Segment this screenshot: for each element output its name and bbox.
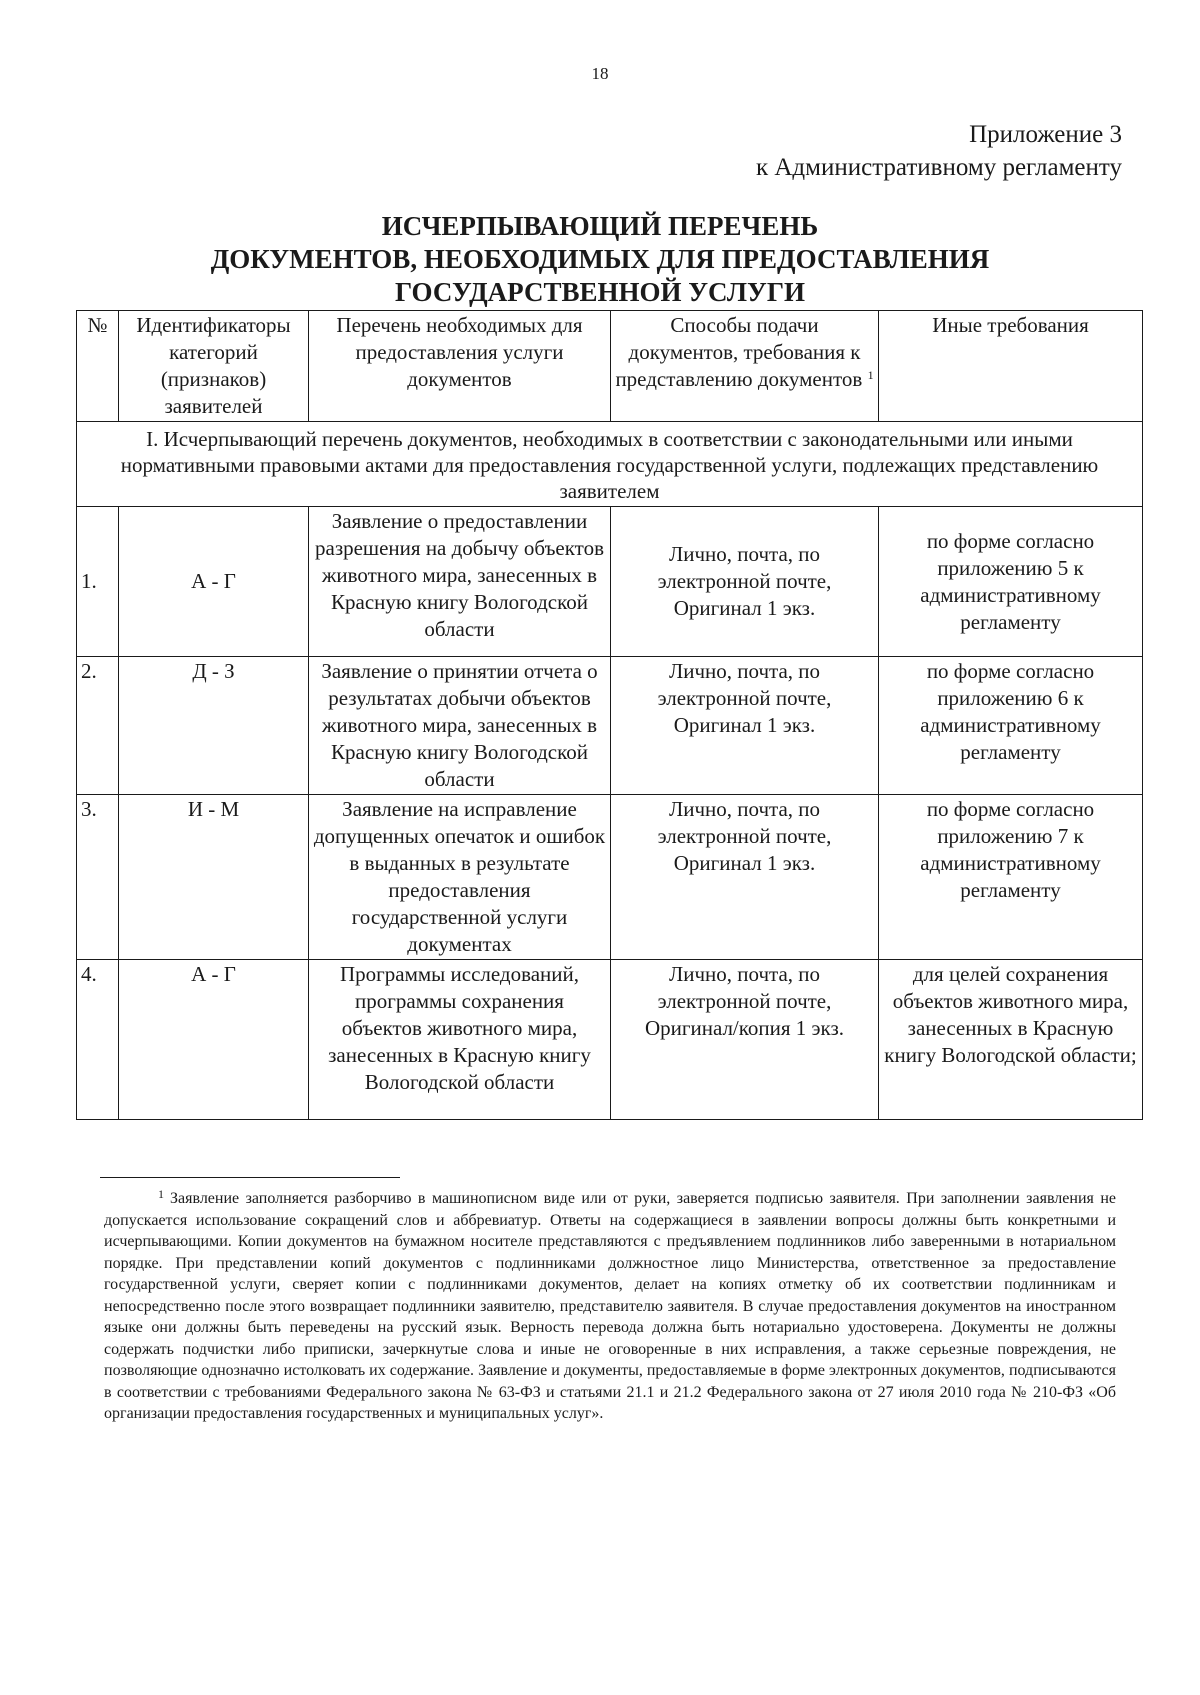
cell-document: Заявление на исправление допущенных опечаток и ошибок в выданных в результате предоставления государственной услуги документах bbox=[309, 795, 611, 960]
cell-other: по форме согласно приложению 6 к административному регламенту bbox=[879, 657, 1143, 795]
cell-other: для целей сохранения объектов животного мира, занесенных в Красную книгу Вологодской области; bbox=[879, 960, 1143, 1120]
footnote-text: Заявление заполняется разборчиво в машинописном виде или от руки, заверяется подписью заявителя. При заполнении заявления не допускается использование сокращений слов и аббревиатур. Ответы на содержащиеся в заявлении вопросы должны быть конкретными и исчерпывающими. Копии документов на бумажном носителе представляются с предъявлением подлинников либо заверенными в нотариальном порядке. При представлении копий документов с подлинниками должностное лицо Министерства, ответственное за предоставление государственной услуги, сверяет копии с подлинниками документов, делает на копиях отметку об их соответствии подлинникам и непосредственно после этого возвращает подлинники заявителю, представителю заявителя. В случае предоставления документов на иностранном языке они должны быть переведены на русский язык. Верность перевода должна быть нотариально удостоверена. Документы не должны содержать подчистки либо приписки, зачеркнутые слова и иные не оговоренные в них исправления, а также серьезные повреждения, не позволяющие однозначно истолковать их содержание. Заявление и документы, предоставляемые в форме электронных документов, подписываются в соответствии с требованиями Федерального закона № 63-ФЗ и статьями 21.1 и 21.2 Федерального закона от 27 июля 2010 года № 210-ФЗ «Об организации предоставления государственных и муниципальных услуг». bbox=[104, 1190, 1116, 1422]
cell-method: Лично, почта, по электронной почте, Оригинал 1 экз. bbox=[611, 507, 879, 657]
section-row bbox=[77, 422, 1143, 507]
header-documents: Перечень необходимых для предоставления услуги документов bbox=[309, 311, 611, 422]
header-identifiers: Идентификаторы категорий (признаков) заявителей bbox=[119, 311, 309, 422]
footnote bbox=[104, 1188, 1116, 1425]
cell-method: Лично, почта, по электронной почте, Оригинал/копия 1 экз. bbox=[611, 960, 879, 1120]
appendix-line-1: Приложение 3 bbox=[969, 121, 1122, 148]
title-line-2: ДОКУМЕНТОВ, НЕОБХОДИМЫХ ДЛЯ ПРЕДОСТАВЛЕНИЯ bbox=[210, 244, 990, 274]
table-row bbox=[77, 507, 1143, 657]
cell-category: И - М bbox=[119, 795, 309, 960]
header-other: Иные требования bbox=[879, 311, 1143, 422]
cell-method: Лично, почта, по электронной почте, Оригинал 1 экз. bbox=[611, 795, 879, 960]
cell-document: Заявление о предоставлении разрешения на добычу объектов животного мира, занесенных в Красную книгу Вологодской области bbox=[309, 507, 611, 657]
footnote-reference: 1 bbox=[867, 368, 874, 382]
header-methods-text: Способы подачи документов, требования к представлению документов bbox=[615, 313, 863, 391]
cell-category: А - Г bbox=[119, 507, 309, 657]
cell-category: А - Г bbox=[119, 960, 309, 1120]
cell-num: 3. bbox=[77, 795, 119, 960]
header-num: № bbox=[77, 311, 119, 422]
table-row bbox=[77, 657, 1143, 795]
table-row bbox=[77, 960, 1143, 1120]
cell-num: 1. bbox=[77, 507, 119, 657]
appendix-reference bbox=[756, 118, 1122, 184]
title-line-3: ГОСУДАРСТВЕННОЙ УСЛУГИ bbox=[395, 277, 805, 307]
cell-other: по форме согласно приложению 5 к административному регламенту bbox=[879, 507, 1143, 657]
documents-table bbox=[76, 310, 1143, 1120]
cell-category: Д - З bbox=[119, 657, 309, 795]
document-title bbox=[0, 210, 1200, 309]
footnote-divider bbox=[100, 1177, 400, 1178]
cell-other: по форме согласно приложению 7 к административному регламенту bbox=[879, 795, 1143, 960]
section-title: I. Исчерпывающий перечень документов, необходимых в соответствии с законодательными или иными нормативными правовыми актами для предоставления государственной услуги, подлежащих представлению заявителем bbox=[77, 422, 1143, 507]
page-number: 18 bbox=[591, 64, 609, 83]
cell-document: Программы исследований, программы сохранения объектов животного мира, занесенных в Красную книгу Вологодской области bbox=[309, 960, 611, 1120]
table-header-row bbox=[77, 311, 1143, 422]
cell-num: 4. bbox=[77, 960, 119, 1120]
cell-document: Заявление о принятии отчета о результатах добычи объектов животного мира, занесенных в Красную книгу Вологодской области bbox=[309, 657, 611, 795]
cell-num: 2. bbox=[77, 657, 119, 795]
appendix-line-2: к Административному регламенту bbox=[755, 154, 1122, 181]
header-methods bbox=[611, 311, 879, 422]
footnote-marker: 1 bbox=[158, 1187, 164, 1201]
title-line-1: ИСЧЕРПЫВАЮЩИЙ ПЕРЕЧЕНЬ bbox=[381, 211, 819, 241]
table-row bbox=[77, 795, 1143, 960]
cell-method: Лично, почта, по электронной почте, Оригинал 1 экз. bbox=[611, 657, 879, 795]
